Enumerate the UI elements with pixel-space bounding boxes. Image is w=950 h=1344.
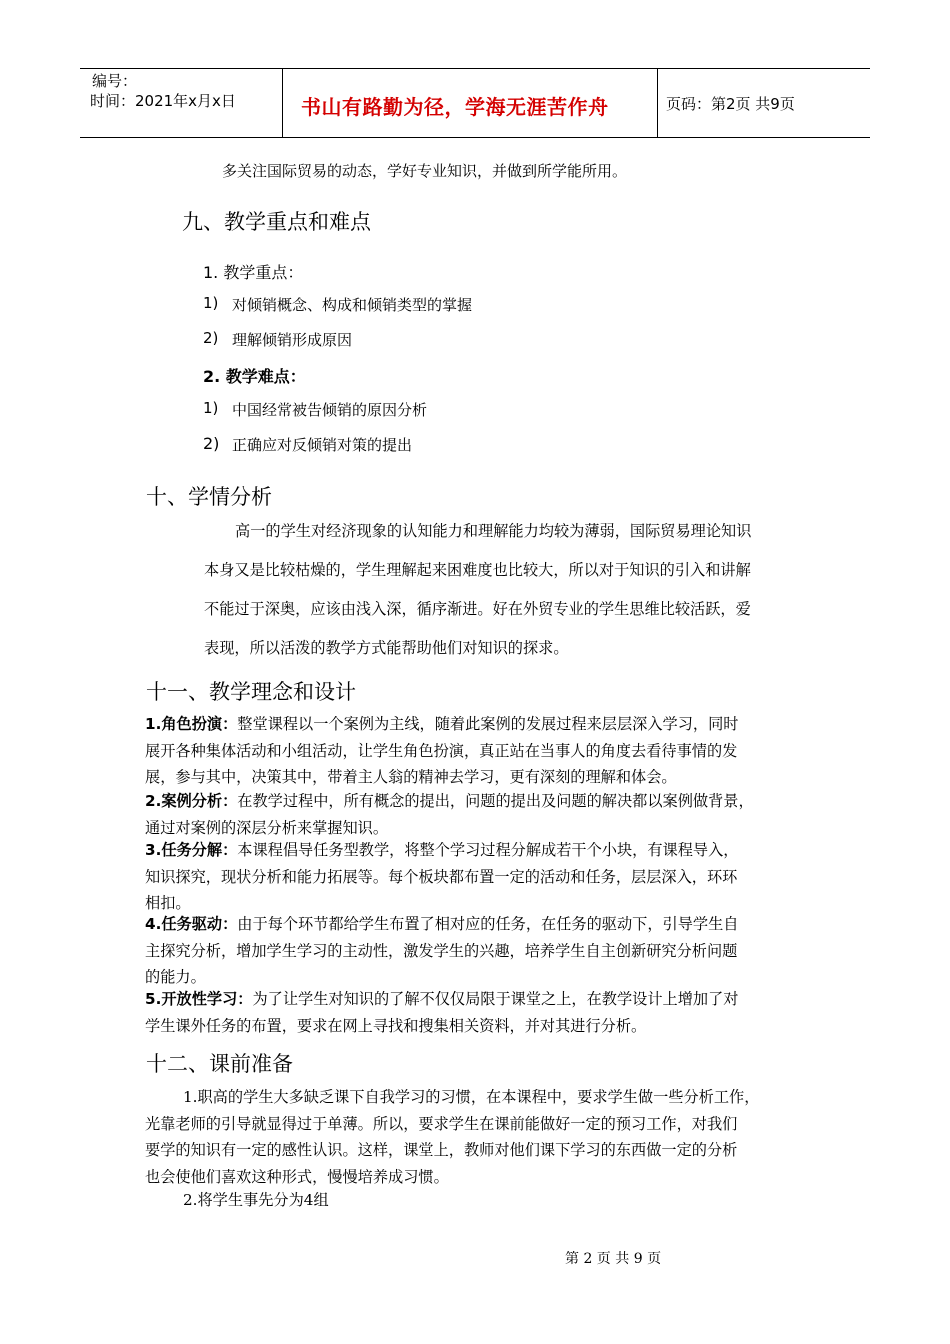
page-code: 页码：第2页 共9页	[666, 95, 795, 113]
difficulty-item-1-num: 1)	[203, 399, 219, 417]
section-10-title: 十、学情分析	[146, 485, 272, 509]
design-text: 主探究分析，增加学生学习的主动性，激发学生的兴趣，培养学生自主创新研究分析问题	[145, 941, 738, 960]
prep-line: 也会使他们喜欢这种形式，慢慢培养成习惯。	[145, 1167, 449, 1186]
prep-line: 要学的知识有一定的感性认识。这样，课堂上，教师对他们课下学习的东西做一定的分析	[145, 1141, 738, 1159]
design-label: 1.角色扮演：	[145, 715, 238, 733]
prep-paragraph-1	[145, 1084, 759, 1190]
design-item-2	[145, 788, 754, 841]
intro-line: 多关注国际贸易的动态，学好专业知识，并做到所学能所用。	[222, 162, 628, 180]
design-text: 本课程倡导任务型教学，将整个学习过程分解成若干个小块，有课程导入，	[237, 841, 739, 859]
difficulty-title: 2. 教学难点：	[203, 367, 306, 386]
design-text: 展开各种集体活动和小组活动，让学生角色扮演，真正站在当事人的角度去看待事情的发	[145, 741, 738, 760]
difficulty-item-2: 正确应对反倾销对策的提出	[232, 436, 413, 454]
design-label: 2.案例分析：	[145, 792, 238, 810]
design-text: 在教学过程中，所有概念的提出，问题的提出及问题的解决都以案例做背景，	[237, 792, 754, 810]
design-item-5	[145, 986, 738, 1039]
design-text: 学生课外任务的布置，要求在网上寻找和搜集相关资料，并对其进行分析。	[145, 1016, 647, 1035]
date-label: 时间：2021年x月x日	[90, 92, 236, 110]
design-item-1	[145, 711, 738, 791]
focus-item-2-num: 2)	[203, 329, 219, 347]
design-label: 5.开放性学习：	[145, 990, 253, 1008]
difficulty-item-2-num: 2)	[203, 434, 220, 453]
design-text: 展，参与其中，决策其中，带着主人翁的精神去学习，更有深刻的理解和体会。	[145, 768, 677, 786]
design-text: 为了让学生对知识的了解不仅仅局限于课堂之上，在教学设计上增加了对	[252, 990, 739, 1008]
section-12-title: 十二、课前准备	[146, 1052, 293, 1076]
focus-item-2: 理解倾销形成原因	[232, 331, 353, 349]
design-text: 通过对案例的深层分析来掌握知识。	[145, 818, 388, 837]
para-line: 本身又是比较枯燥的，学生理解起来困难度也比较大，所以对于知识的引入和讲解	[204, 561, 751, 579]
focus-item-1: 对倾销概念、构成和倾销类型的掌握	[232, 296, 473, 314]
motto: 书山有路勤为径，学海无涯苦作舟	[301, 95, 609, 119]
design-text: 整堂课程以一个案例为主线，随着此案例的发展过程来层层深入学习，同时	[237, 715, 739, 733]
section-10-paragraph	[204, 512, 751, 668]
focus-item-1-num: 1)	[203, 294, 219, 312]
prep-line: 1.职高的学生大多缺乏课下自我学习的习惯，在本课程中，要求学生做一些分析工作，	[183, 1088, 760, 1106]
focus-title: 1. 教学重点：	[203, 263, 304, 282]
prep-line: 光靠老师的引导就显得过于单薄。所以，要求学生在课前能做好一定的预习工作，对我们	[145, 1114, 738, 1133]
para-line: 高一的学生对经济现象的认知能力和理解能力均较为薄弱，国际贸易理论知识	[235, 522, 752, 540]
design-item-4	[145, 911, 738, 991]
section-9-title: 九、教学重点和难点	[182, 210, 371, 234]
header-motto-cell	[282, 69, 658, 137]
header-meta-cell	[80, 69, 282, 137]
page-header	[80, 68, 870, 138]
design-text: 的能力。	[145, 968, 206, 986]
para-line: 不能过于深奥，应该由浅入深，循序渐进。好在外贸专业的学生思维比较活跃，爱	[204, 600, 751, 618]
code-label: 编号：	[92, 72, 138, 90]
design-item-3	[145, 837, 738, 917]
design-label: 3.任务分解：	[145, 841, 238, 859]
page-footer: 第 2 页 共 9 页	[565, 1251, 662, 1267]
design-text: 知识探究，现状分析和能力拓展等。每个板块都布置一定的活动和任务，层层深入，环环	[145, 867, 738, 886]
design-label: 4.任务驱动：	[145, 915, 238, 933]
para-line: 表现，所以活泼的教学方式能帮助他们对知识的探求。	[204, 639, 569, 657]
section-11-title: 十一、教学理念和设计	[146, 680, 356, 704]
design-text: 相扣。	[145, 894, 191, 912]
header-page-cell	[658, 69, 870, 137]
prep-paragraph-2: 2.将学生事先分为4组	[183, 1191, 329, 1209]
difficulty-item-1: 中国经常被告倾销的原因分析	[232, 401, 428, 419]
design-text: 由于每个环节都给学生布置了相对应的任务，在任务的驱动下，引导学生自	[237, 915, 739, 933]
